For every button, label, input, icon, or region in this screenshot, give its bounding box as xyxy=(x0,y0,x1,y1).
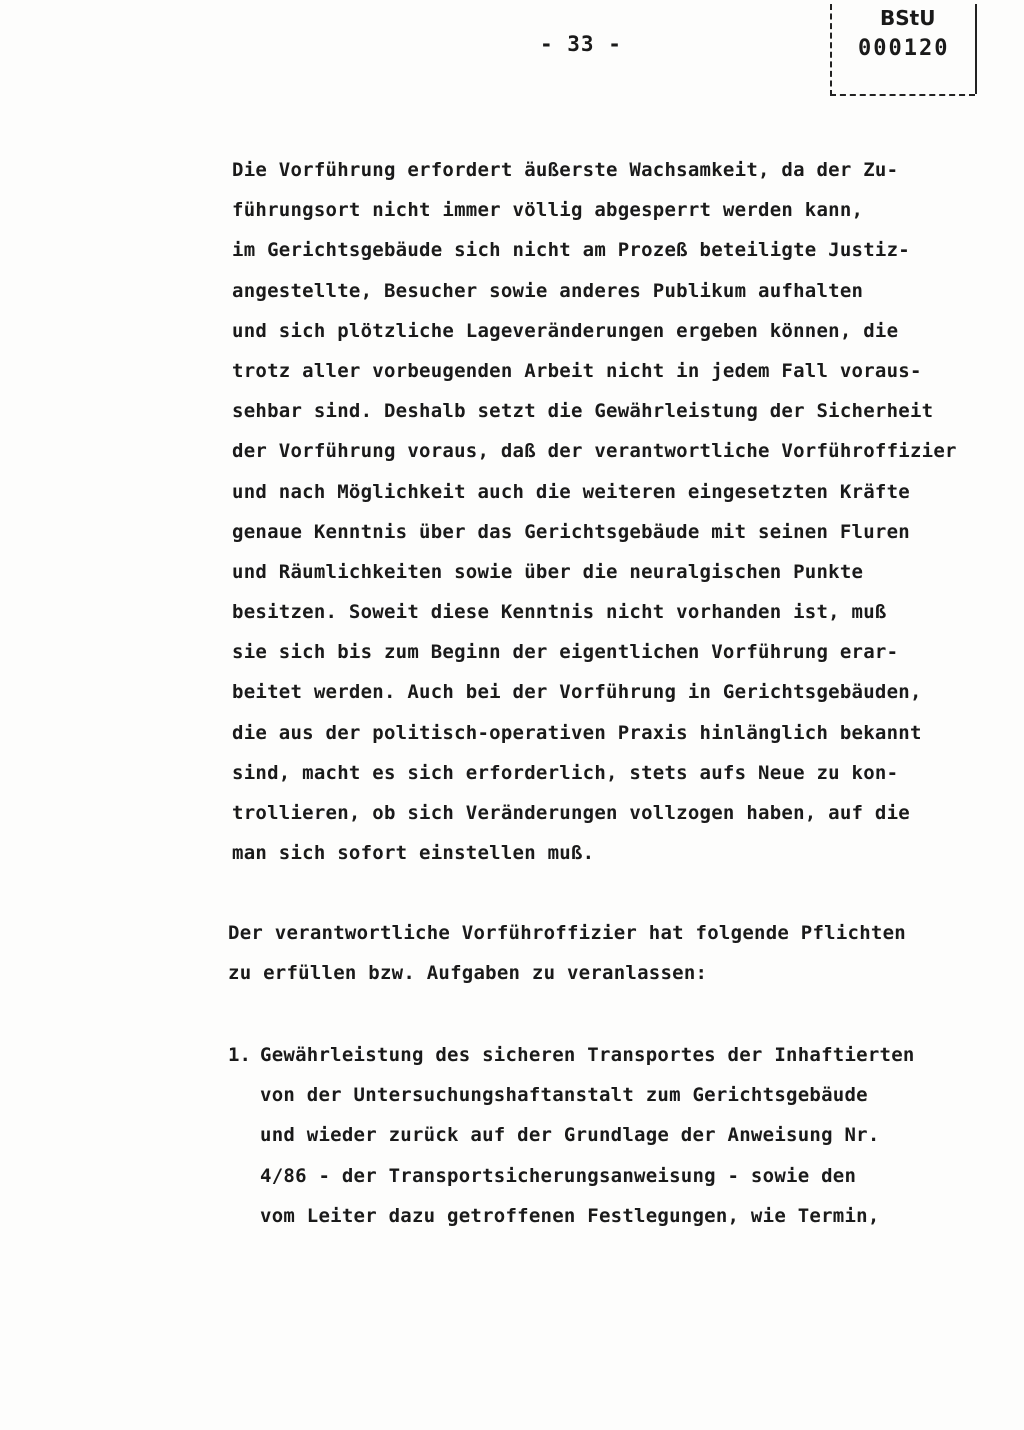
text-line: 4/86 - der Transportsicherungsanweisung - sowie den xyxy=(260,1164,857,1187)
page-number: - 33 - xyxy=(540,32,622,56)
text-line: zu erfüllen bzw. Aufgaben zu veranlassen: xyxy=(228,962,708,985)
text-line: und Räumlichkeiten sowie über die neuralgischen Punkte xyxy=(232,560,864,583)
text-line: führungsort nicht immer völlig abgesperrt werden kann, xyxy=(232,199,864,222)
text-line: und nach Möglichkeit auch die weiteren eingesetzten Kräfte xyxy=(232,480,910,503)
text-line: trotz aller vorbeugenden Arbeit nicht in jedem Fall voraus- xyxy=(232,359,922,382)
text-line: beitet werden. Auch bei der Vorführung in Gerichtsgebäuden, xyxy=(232,681,922,704)
text-line: vom Leiter dazu getroffenen Festlegungen, wie Termin, xyxy=(260,1204,880,1227)
text-line: sehbar sind. Deshalb setzt die Gewährleistung der Sicherheit xyxy=(232,400,934,423)
text-line: besitzen. Soweit diese Kenntnis nicht vorhanden ist, muß xyxy=(232,601,887,624)
text-line: von der Untersuchungshaftanstalt zum Gerichtsgebäude xyxy=(260,1084,868,1107)
text-line: und sich plötzliche Lageveränderungen ergeben können, die xyxy=(232,319,899,342)
stamp-number: 000120 xyxy=(858,36,950,61)
list-item-number: 1. xyxy=(228,1044,251,1066)
text-line: der Vorführung voraus, daß der verantwortliche Vorführoffizier xyxy=(232,440,957,463)
archive-stamp xyxy=(830,4,975,96)
text-line: sie sich bis zum Beginn der eigentlichen Vorführung erar- xyxy=(232,641,899,664)
paragraph-2 xyxy=(228,913,998,993)
stamp-label: BStU xyxy=(880,6,936,30)
text-line: Der verantwortliche Vorführoffizier hat folgende Pflichten xyxy=(228,922,906,944)
text-line: sind, macht es sich erforderlich, stets aufs Neue zu kon- xyxy=(232,761,899,784)
text-line: Die Vorführung erfordert äußerste Wachsamkeit, da der Zu- xyxy=(232,159,899,181)
numbered-list xyxy=(228,1035,998,1236)
list-item xyxy=(228,1035,998,1236)
text-line: Gewährleistung des sicheren Transportes der Inhaftierten xyxy=(260,1044,915,1066)
list-item-text xyxy=(260,1035,998,1236)
text-line: genaue Kenntnis über das Gerichtsgebäude mit seinen Fluren xyxy=(232,520,910,543)
text-line: man sich sofort einstellen muß. xyxy=(232,842,595,865)
paragraph-1 xyxy=(232,150,1002,873)
text-line: und wieder zurück auf der Grundlage der Anweisung Nr. xyxy=(260,1124,880,1147)
text-line: im Gerichtsgebäude sich nicht am Prozeß beteiligte Justiz- xyxy=(232,239,910,262)
text-line: die aus der politisch-operativen Praxis hinlänglich bekannt xyxy=(232,721,922,744)
text-line: trollieren, ob sich Veränderungen vollzogen haben, auf die xyxy=(232,802,910,824)
text-line: angestellte, Besucher sowie anderes Publikum aufhalten xyxy=(232,279,864,302)
